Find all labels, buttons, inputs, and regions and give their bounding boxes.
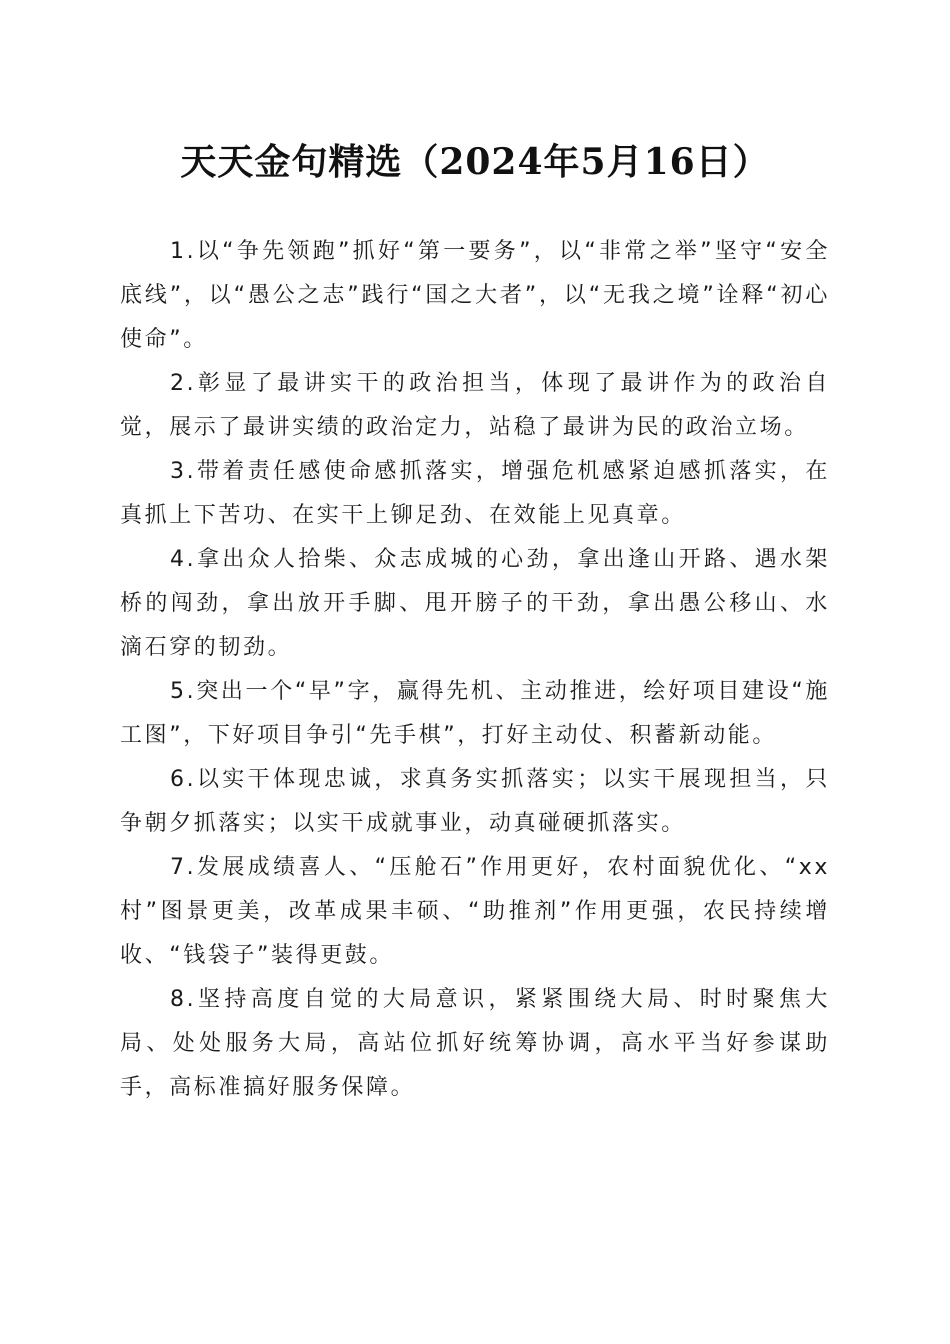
paragraph-5: 5.突出一个“早”字，赢得先机、主动推进，绘好项目建设“施工图”，下好项目争引“先手棋”，打好主动仗、积蓄新动能。 <box>120 679 830 748</box>
paragraph-2: 2.彰显了最讲实干的政治担当，体现了最讲作为的政治自觉，展示了最讲实绩的政治定力，站稳了最讲为民的政治立场。 <box>120 371 830 440</box>
paragraph-3: 3.带着责任感使命感抓落实，增强危机感紧迫感抓落实，在真抓上下苦功、在实干上铆足劲、在效能上见真章。 <box>120 459 830 528</box>
paragraph-6: 6.以实干体现忠诚，求真务实抓落实；以实干展现担当，只争朝夕抓落实；以实干成就事业，动真碰硬抓落实。 <box>120 767 830 836</box>
paragraph-7: 7.发展成绩喜人、“压舱石”作用更好，农村面貌优化、“xx村”图景更美，改革成果丰硕、“助推剂”作用更强，农民持续增收、“钱袋子”装得更鼓。 <box>120 855 830 968</box>
paragraph-1: 1.以“争先领跑”抓好“第一要务”，以“非常之举”坚守“安全底线”，以“愚公之志”践行“国之大者”，以“无我之境”诠释“初心使命”。 <box>120 239 830 352</box>
paragraph-4: 4.拿出众人拾柴、众志成城的心劲，拿出逢山开路、遇水架桥的闯劲，拿出放开手脚、甩开膀子的干劲，拿出愚公移山、水滴石穿的韧劲。 <box>120 547 830 660</box>
page-title: 天天金句精选（2024年5月16日） <box>180 141 770 183</box>
document-body <box>120 230 830 1110</box>
paragraph-8: 8.坚持高度自觉的大局意识，紧紧围绕大局、时时聚焦大局、处处服务大局，高站位抓好统筹协调，高水平当好参谋助手，高标准搞好服务保障。 <box>120 987 830 1100</box>
